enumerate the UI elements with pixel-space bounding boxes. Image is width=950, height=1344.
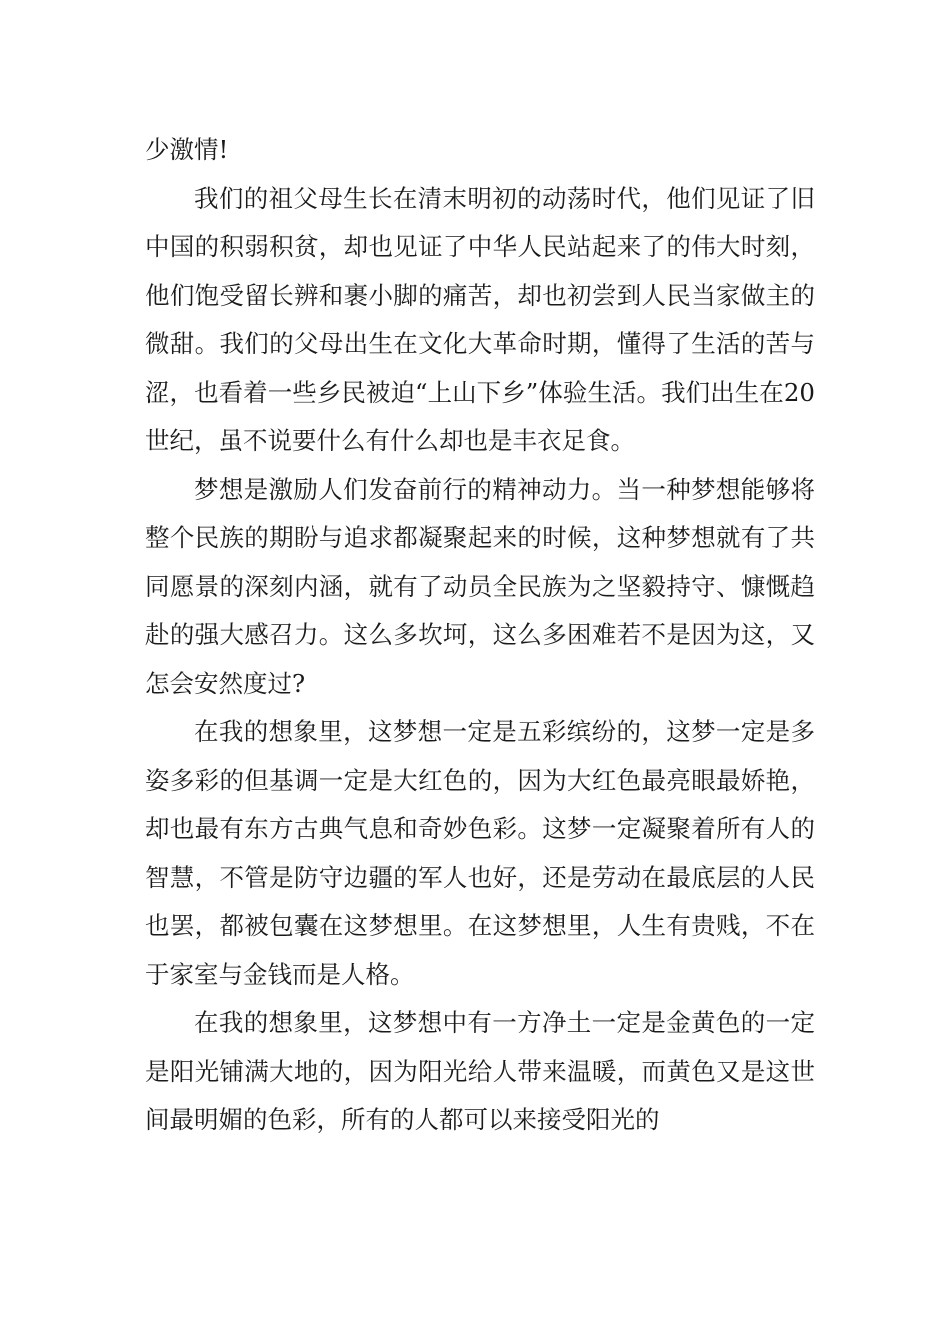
body-text bbox=[145, 126, 815, 1145]
paragraph-continuation: 少激情! bbox=[145, 135, 229, 164]
paragraph-dream-red: 在我的想象里，这梦想一定是五彩缤纷的，这梦一定是多姿多彩的但基调一定是大红色的，因为大红色最亮眼最娇艳，却也最有东方古典气息和奇妙色彩。这梦一定凝聚着所有人的智慧，不管是防守边疆的军人也好，还是劳动在最底层的人民也罢，都被包囊在这梦想里。在这梦想里，人生有贵贱，不在于家室与金钱而是人格。 bbox=[145, 717, 815, 989]
paragraph-dream-gold: 在我的想象里，这梦想中有一方净土一定是金黄色的一定是阳光铺满大地的，因为阳光给人带来温暖，而黄色又是这世间最明媚的色彩，所有的人都可以来接受阳光的 bbox=[145, 1008, 815, 1134]
paragraph-ancestors: 我们的祖父母生长在清末明初的动荡时代，他们见证了旧中国的积弱积贫，却也见证了中华人民站起来了的伟大时刻，他们饱受留长辨和裹小脚的痛苦，却也初尝到人民当家做主的微甜。我们的父母出生在文化大革命时期，懂得了生活的苦与涩，也看着一些乡民被迫“上山下乡”体验生活。我们出生在20世纪，虽不说要什么有什么却也是丰衣足食。 bbox=[145, 183, 815, 455]
paragraph-dream-motivation: 梦想是激励人们发奋前行的精神动力。当一种梦想能够将整个民族的期盼与追求都凝聚起来的时候，这种梦想就有了共同愿景的深刻内涵，就有了动员全民族为之坚毅持守、慷慨趋赴的强大感召力。这么多坎坷，这么多困难若不是因为这，又怎会安然度过? bbox=[145, 474, 815, 698]
